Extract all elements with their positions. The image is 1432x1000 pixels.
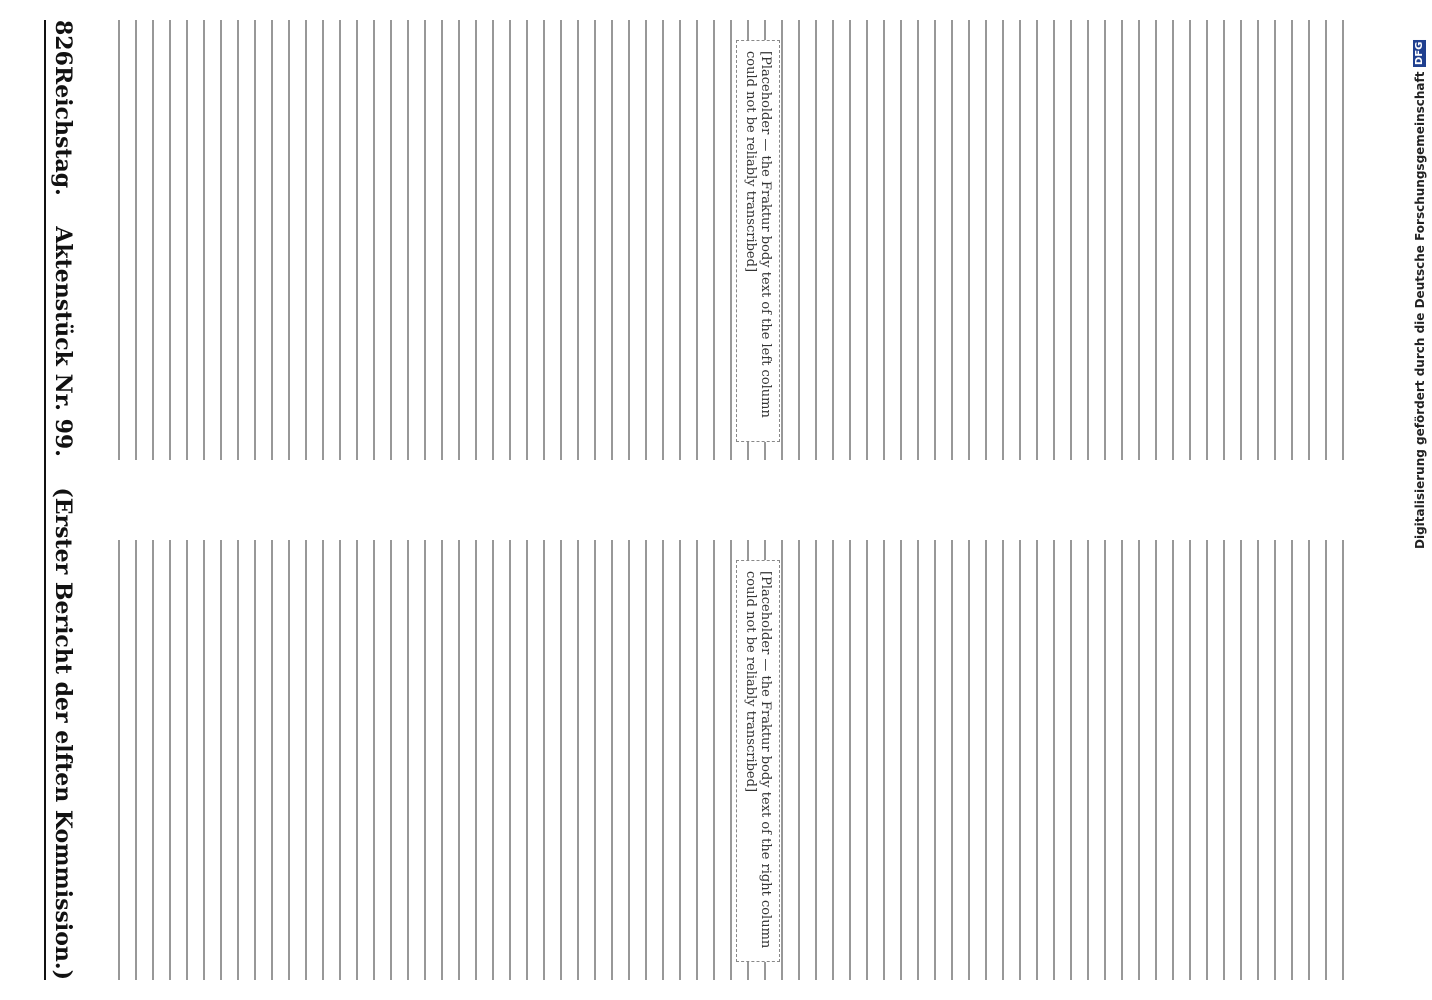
left-column-placeholder: [Placeholder — the Fraktur body text of the left column could not be reliably transcribed] (736, 40, 780, 442)
digitization-credit (1412, 40, 1428, 940)
dfg-logo: DFG (1414, 42, 1425, 66)
page-number: 826 (50, 20, 76, 66)
header-center: Aktenstück Nr. 99. (50, 226, 76, 457)
right-column-placeholder: [Placeholder — the Fraktur body text of the right column could not be reliably transcribed] (736, 560, 780, 962)
header-left: Reichstag. (50, 65, 76, 196)
page-header (44, 20, 90, 980)
right-column-text-block (110, 540, 1350, 980)
left-column-text-block (110, 20, 1350, 460)
digitization-credit-text: Digitalisierung gefördert durch die Deutsche Forschungsgemeinschaft (1413, 71, 1427, 549)
header-right: (Erster Bericht der elften Kommission.) (50, 487, 76, 980)
